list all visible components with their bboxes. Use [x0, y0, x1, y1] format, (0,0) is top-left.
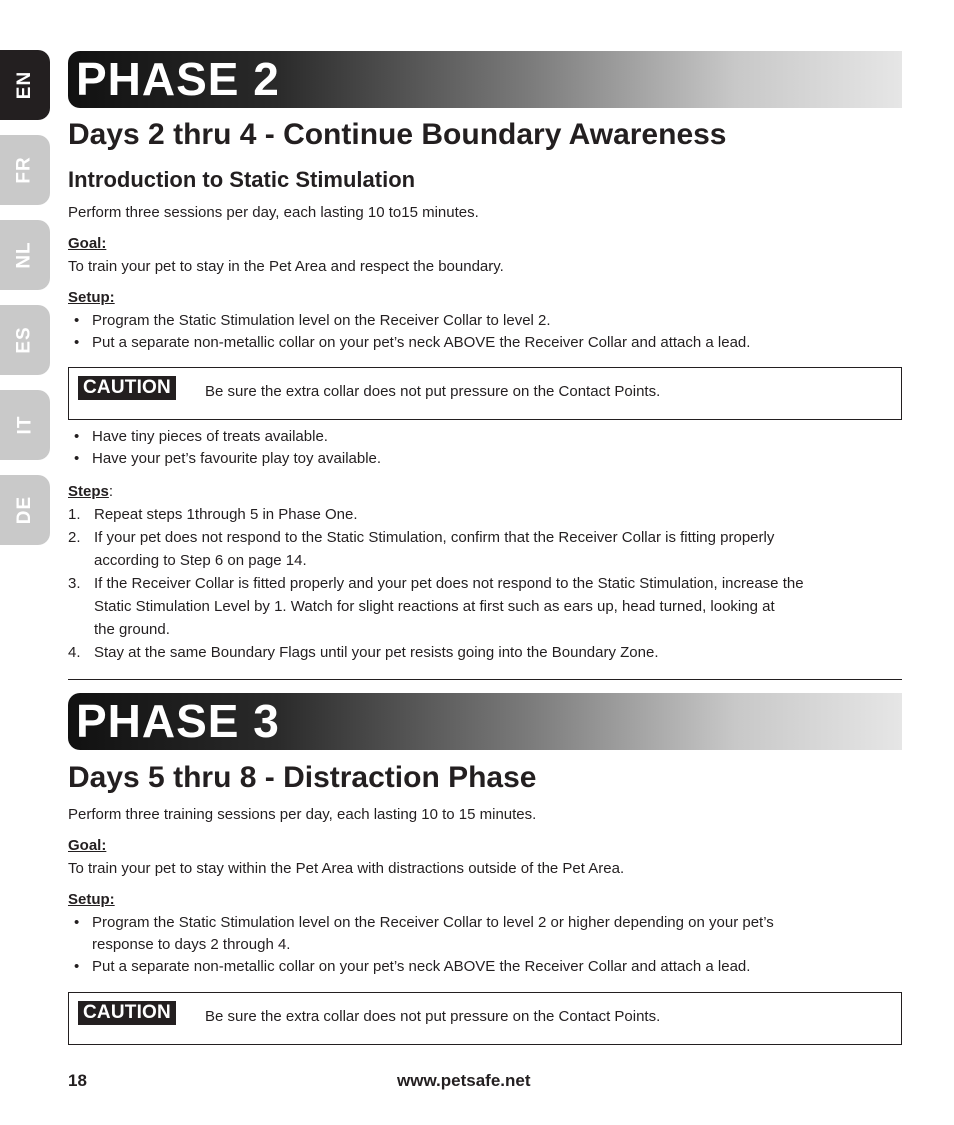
list-item-text: response to days 2 through 4. [92, 936, 291, 953]
footer-url[interactable]: www.petsafe.net [397, 1071, 531, 1090]
phase-2-goal-text: To train your pet to stay in the Pet Area and respect the boundary. [68, 258, 504, 275]
list-item-text: Put a separate non-metallic collar on your pet’s neck ABOVE the Receiver Collar and attach a lead. [92, 958, 751, 975]
phase-2-goal-label: Goal: [68, 235, 107, 252]
steps-colon: : [108, 483, 114, 500]
caution-badge: CAUTION [78, 376, 176, 400]
phase-2-intro: Perform three sessions per day, each lasting 10 to15 minutes. [68, 204, 479, 221]
step-text: Stay at the same Boundary Flags until your pet resists going into the Boundary Zone. [94, 644, 659, 661]
list-item-text: Program the Static Stimulation level on the Receiver Collar to level 2 or higher depending on your pet’s [92, 914, 774, 931]
phase-3-intro: Perform three training sessions per day, each lasting 10 to 15 minutes. [68, 806, 537, 823]
step-text: If your pet does not respond to the Static Stimulation, confirm that the Receiver Collar is fitting properly [94, 529, 775, 546]
list-item: • Put a separate non-metallic collar on your pet’s neck ABOVE the Receiver Collar and attach a lead. [68, 332, 902, 354]
caution-badge: CAUTION [78, 1001, 176, 1025]
phase-3-goal-text: To train your pet to stay within the Pet Area with distractions outside of the Pet Area. [68, 860, 625, 877]
phase-3-banner [68, 693, 902, 750]
phase-3-setup-label: Setup: [68, 891, 115, 908]
step-item [68, 641, 902, 664]
phase-2-setup-label: Setup: [68, 289, 115, 306]
phase-2-steps-label-row [68, 481, 113, 503]
step-item [68, 503, 902, 526]
phase-2-steps-list [68, 503, 902, 664]
phase-2-setup-list [68, 310, 902, 354]
language-tab-de[interactable] [0, 475, 50, 545]
list-item: • Have tiny pieces of treats available. [68, 426, 902, 448]
phase-3-setup-list [68, 912, 902, 978]
phase-3-goal-label: Goal: [68, 837, 107, 854]
step-number: 3. [68, 575, 81, 592]
step-item [68, 572, 902, 641]
phase-3-caution-box [68, 992, 902, 1045]
caution-text: Be sure the extra collar does not put pressure on the Contact Points. [205, 383, 661, 400]
list-item [68, 912, 902, 956]
step-text: Repeat steps 1through 5 in Phase One. [94, 506, 358, 523]
page-number: 18 [68, 1071, 87, 1090]
step-text: according to Step 6 on page 14. [94, 552, 307, 569]
phase-2-caution-box [68, 367, 902, 420]
language-tab-label: DE [14, 495, 35, 525]
language-tab-label: NL [13, 241, 35, 269]
phase-3-heading: Days 5 thru 8 - Distraction Phase [68, 761, 537, 794]
language-tab-label: ES [13, 326, 35, 354]
phase-2-extra-list [68, 426, 902, 470]
language-tab-label: IT [13, 415, 35, 435]
language-tab-it[interactable] [0, 390, 50, 460]
language-tab-es[interactable] [0, 305, 50, 375]
phase-2-heading: Days 2 thru 4 - Continue Boundary Awareness [68, 118, 727, 151]
language-tab-label: EN [14, 70, 35, 100]
step-text: If the Receiver Collar is fitted properly and your pet does not respond to the Static Stimulation, increase the [94, 575, 804, 592]
phase-3-title: PHASE 3 [76, 695, 280, 747]
language-tab-label: FR [13, 156, 35, 184]
phase-2-title: PHASE 2 [76, 53, 280, 105]
step-number: 1. [68, 506, 81, 523]
step-text: the ground. [94, 621, 170, 638]
language-tab-fr[interactable] [0, 135, 50, 205]
list-item: • Program the Static Stimulation level on the Receiver Collar to level 2. [68, 310, 902, 332]
phase-2-steps-label: Steps [68, 483, 109, 500]
step-number: 4. [68, 644, 81, 661]
phase-2-banner [68, 51, 902, 108]
list-item: • Have your pet’s favourite play toy available. [68, 448, 902, 470]
step-text: Static Stimulation Level by 1. Watch for slight reactions at first such as ears up, head turned, looking at [94, 598, 775, 615]
step-item [68, 526, 902, 572]
language-tab-en[interactable] [0, 50, 50, 120]
language-tab-nl[interactable] [0, 220, 50, 290]
list-item [68, 956, 902, 978]
phase-2-subheading: Introduction to Static Stimulation [68, 167, 416, 192]
caution-text: Be sure the extra collar does not put pressure on the Contact Points. [205, 1008, 661, 1025]
step-number: 2. [68, 529, 81, 546]
section-divider [68, 679, 902, 680]
